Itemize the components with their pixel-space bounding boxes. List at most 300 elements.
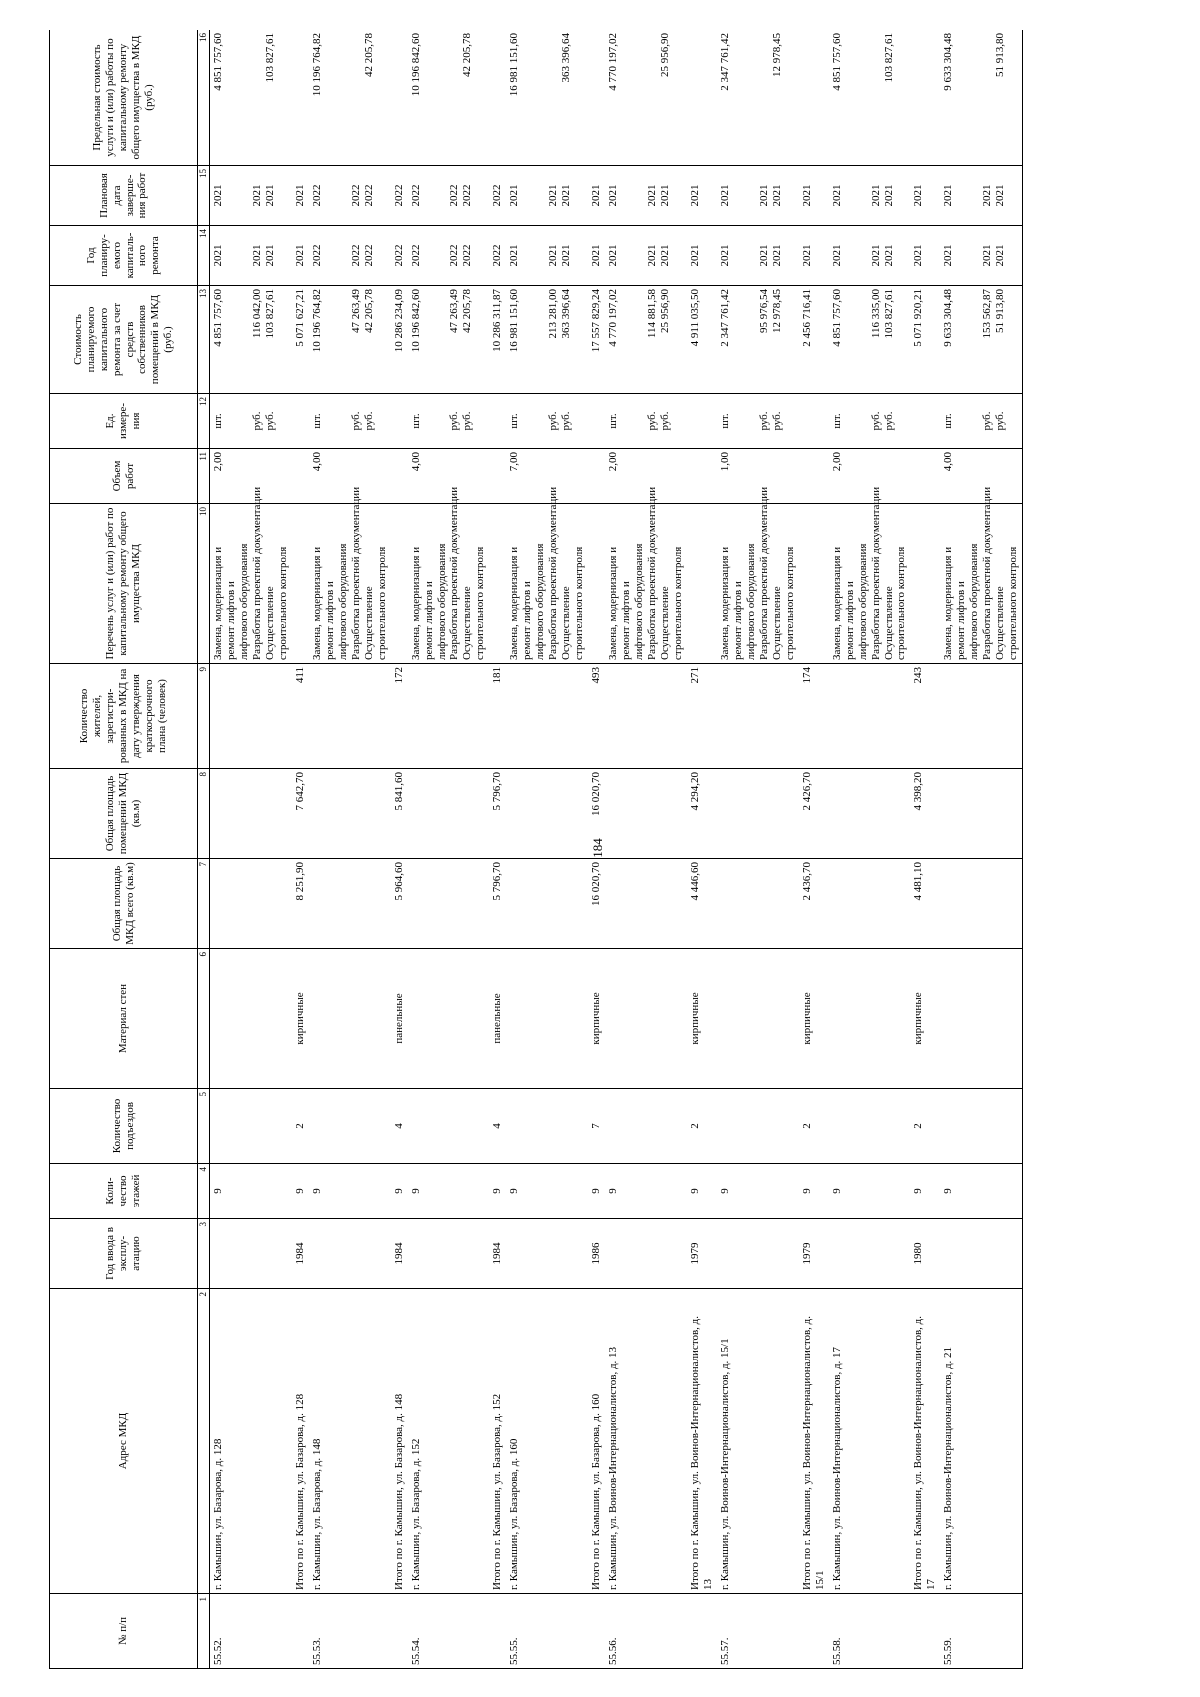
cell-total-area: 16 020,70: [588, 859, 605, 949]
cell-cost-line: 116 042,00: [250, 289, 263, 339]
cell-floors: 9: [717, 1164, 799, 1219]
cell-unit-line: руб.: [349, 411, 362, 431]
cell-plan-year-line: 2021: [508, 244, 521, 267]
header-cell: Общая площадь МКД всего (кв.м): [50, 859, 198, 949]
table-row: [309, 30, 391, 1669]
cell-floors: 9: [292, 1164, 309, 1219]
cell-unit: [687, 394, 717, 449]
cell-works-line: Замена, модернизация и: [607, 546, 620, 660]
table-row: [910, 30, 940, 1669]
cell-plan-year: [687, 226, 717, 286]
cell-plan-year-line: 2021: [590, 244, 603, 267]
cell-works-line: Разработка проектной документации: [869, 486, 882, 660]
cell-end-date-line: 2021: [688, 184, 701, 207]
cell-cost-line: 363 396,64: [560, 289, 573, 339]
cell-number: [292, 1594, 309, 1669]
cell-floors: 9: [391, 1164, 408, 1219]
cell-cost: [799, 286, 829, 394]
cell-works: [292, 504, 309, 664]
cell-unit-line: [784, 397, 797, 445]
cell-end-date-line: 2021: [942, 184, 955, 207]
cell-unit-line: руб.: [250, 411, 263, 431]
cell-plan-year-line: [1007, 229, 1020, 282]
cell-entrances: [408, 1089, 490, 1164]
cell-address-line: г. Камышин, ул. Базарова, д. 148: [310, 1438, 323, 1590]
cell-cost: [489, 286, 506, 394]
cell-end-date: [309, 166, 391, 226]
cell-unit-line: шт.: [409, 413, 422, 429]
cell-limit-cost-line: [857, 33, 870, 162]
cell-floors: 9: [408, 1164, 490, 1219]
cell-plan-year-line: [534, 229, 547, 282]
cell-floors: 9: [588, 1164, 605, 1219]
cell-address: [292, 1289, 309, 1594]
cell-volume: [799, 449, 829, 504]
cell-limit-cost-line: [474, 33, 487, 162]
header-cell: Количество подъездов: [50, 1089, 198, 1164]
cell-number: 55.55.: [506, 1594, 588, 1669]
column-number: 5: [198, 1089, 210, 1164]
cell-works-line: строительного контроля: [573, 546, 586, 660]
cell-address: [829, 1289, 911, 1594]
cell-plan-year-line: 2021: [547, 244, 560, 267]
cell-floors: 9: [940, 1164, 1022, 1219]
cell-unit-line: шт.: [942, 413, 955, 429]
cell-works: [489, 504, 506, 664]
cell-end-date-line: [376, 169, 389, 222]
cell-plan-year-line: [745, 229, 758, 282]
cell-premises-area: [506, 769, 588, 859]
cell-plan-year: [506, 226, 588, 286]
cell-cost: [588, 286, 605, 394]
cell-unit-line: шт.: [607, 413, 620, 429]
cell-works-line: строительного контроля: [671, 546, 684, 660]
cell-cost-line: [955, 289, 968, 390]
cell-unit-line: [225, 397, 238, 445]
cell-plan-year-line: 2022: [461, 244, 474, 267]
cell-limit-cost-line: 103 827,61: [263, 33, 276, 83]
header-cell: Коли-чество этажей: [50, 1164, 198, 1219]
cell-wall-material: [408, 949, 490, 1089]
cell-works-line: Разработка проектной документации: [250, 486, 263, 660]
cell-total-area: 4 481,10: [910, 859, 940, 949]
cell-end-date-line: 2021: [718, 184, 731, 207]
cell-cost-line: 12 978,45: [770, 289, 783, 333]
cell-works-line: Осуществление: [362, 586, 375, 660]
cell-plan-year-line: 2022: [491, 244, 504, 267]
cell-year: 1986: [588, 1219, 605, 1289]
cell-cost-line: 4 851 757,60: [830, 289, 843, 347]
cell-unit: [940, 394, 1022, 449]
cell-plan-year-line: 2021: [263, 244, 276, 267]
cell-works-line: ремонт лифтов и: [620, 581, 633, 660]
table-row: [687, 30, 717, 1669]
cell-works-line: Осуществление: [770, 586, 783, 660]
cell-end-date-line: 2021: [882, 184, 895, 207]
cell-number: [910, 1594, 940, 1669]
cell-wall-material: [309, 949, 391, 1089]
cell-plan-year-line: [573, 229, 586, 282]
cell-limit-cost-line: [225, 33, 238, 162]
cell-address: [799, 1289, 829, 1594]
header-row: [50, 30, 198, 1669]
cell-plan-year-line: [895, 229, 908, 282]
cell-wall-material: панельные: [489, 949, 506, 1089]
cell-cost: [292, 286, 309, 394]
cell-volume: 2,00: [605, 449, 687, 504]
cell-cost-line: [745, 289, 758, 390]
cell-address-line: 17: [925, 1579, 938, 1590]
cell-limit-cost: [489, 30, 506, 166]
cell-works-line: ремонт лифтов и: [323, 581, 336, 660]
cell-plan-year: [292, 226, 309, 286]
cell-limit-cost: [292, 30, 309, 166]
cell-plan-year: [408, 226, 490, 286]
cell-end-date-line: [620, 169, 633, 222]
cell-unit-line: [376, 397, 389, 445]
cell-premises-area: [717, 769, 799, 859]
cell-wall-material: [605, 949, 687, 1089]
cell-unit-line: руб.: [263, 411, 276, 431]
cell-limit-cost-line: [646, 33, 659, 162]
cell-unit-line: руб.: [362, 411, 375, 431]
cell-cost-line: [376, 289, 389, 390]
cell-works-line: строительного контроля: [474, 546, 487, 660]
header-cell: Ед. измере-ния: [50, 394, 198, 449]
cell-works-line: Замена, модернизация и: [409, 546, 422, 660]
cell-volume: 2,00: [829, 449, 911, 504]
cell-address-line: Итого по г. Камышин, ул. Базарова, д. 148: [392, 1393, 405, 1590]
cell-limit-cost-line: 10 196 764,82: [310, 33, 323, 97]
cell-unit-line: [857, 397, 870, 445]
cell-wall-material: кирпичные: [588, 949, 605, 1089]
header-cell: Адрес МКД: [50, 1289, 198, 1594]
cell-number: 55.52.: [210, 1594, 292, 1669]
cell-premises-area: 7 642,70: [292, 769, 309, 859]
cell-number: [588, 1594, 605, 1669]
cell-plan-year-line: 2021: [560, 244, 573, 267]
cell-unit-line: [573, 397, 586, 445]
cell-year: [717, 1219, 799, 1289]
cell-unit-line: руб.: [461, 411, 474, 431]
cell-end-date: [210, 166, 292, 226]
cell-residents: [210, 664, 292, 769]
cell-end-date: [506, 166, 588, 226]
cell-residents: 172: [391, 664, 408, 769]
cell-limit-cost-line: [521, 33, 534, 162]
cell-cost-line: 4 851 757,60: [212, 289, 224, 347]
cell-cost: [309, 286, 391, 394]
cell-works: [506, 486, 588, 664]
cell-year: 1980: [910, 1219, 940, 1289]
cell-plan-year-line: [844, 229, 857, 282]
cell-residents: 174: [799, 664, 829, 769]
cell-unit-line: шт.: [830, 413, 843, 429]
cell-limit-cost-line: [448, 33, 461, 162]
column-number: 12: [198, 394, 210, 449]
cell-limit-cost: [391, 30, 408, 166]
cell-unit: [588, 394, 605, 449]
cell-premises-area: 4 398,20: [910, 769, 940, 859]
cell-total-area: 8 251,90: [292, 859, 309, 949]
cell-entrances: [829, 1089, 911, 1164]
cell-unit-line: [745, 397, 758, 445]
cell-works: [605, 486, 687, 664]
cell-plan-year: [717, 226, 799, 286]
cell-address-line: г. Камышин, ул. Базарова, д. 160: [508, 1438, 521, 1590]
cell-plan-year-line: 2021: [830, 244, 843, 267]
cell-address: [489, 1289, 506, 1594]
cell-cost-line: [968, 289, 981, 390]
cell-cost-line: 95 976,54: [757, 289, 770, 333]
cell-limit-cost-line: [870, 33, 883, 162]
cell-end-date-line: 2022: [409, 184, 422, 207]
cell-cost-line: 5 071 627,21: [293, 289, 306, 347]
cell-unit-line: руб.: [882, 411, 895, 431]
cell-year: [309, 1219, 391, 1289]
cell-year: 1979: [799, 1219, 829, 1289]
cell-plan-year-line: 2022: [409, 244, 422, 267]
cell-works-line: Осуществление: [263, 586, 276, 660]
cell-plan-year-line: 2021: [718, 244, 731, 267]
cell-works-line: лифтового оборудования: [633, 543, 646, 660]
table-row: [408, 30, 490, 1669]
cell-address-line: Итого по г. Камышин, ул. Базарова, д. 152: [491, 1393, 504, 1590]
cell-works-line: лифтового оборудования: [336, 543, 349, 660]
cell-end-date-line: 2021: [800, 184, 813, 207]
cell-cost-line: 114 881,58: [646, 289, 659, 339]
cell-unit-line: [844, 397, 857, 445]
cell-works: [210, 486, 292, 664]
cell-unit-line: [968, 397, 981, 445]
cell-wall-material: панельные: [391, 949, 408, 1089]
cell-entrances: [717, 1089, 799, 1164]
cell-year: 1979: [687, 1219, 717, 1289]
cell-plan-year-line: [324, 229, 337, 282]
cell-cost-line: [534, 289, 547, 390]
cell-end-date-line: 2021: [212, 184, 224, 207]
cell-plan-year-line: [423, 229, 436, 282]
cell-cost: [506, 286, 588, 394]
cell-end-date: [489, 166, 506, 226]
cell-cost: [687, 286, 717, 394]
cell-works-line: строительного контроля: [895, 546, 908, 660]
cell-works-line: Осуществление: [560, 586, 573, 660]
cell-plan-year-line: 2021: [250, 244, 263, 267]
cell-cost-line: 2 456 716,41: [800, 289, 813, 347]
cell-entrances: [210, 1089, 292, 1164]
cell-volume: [391, 449, 408, 504]
table-row: [717, 30, 799, 1669]
cell-unit-line: руб.: [981, 411, 994, 431]
cell-end-date: [799, 166, 829, 226]
cell-address: [940, 1289, 1022, 1594]
cell-works-line: лифтового оборудования: [856, 543, 869, 660]
cell-premises-area: 2 426,70: [799, 769, 829, 859]
cell-works-line: Замена, модернизация и: [718, 546, 731, 660]
cell-end-date-line: 2022: [310, 184, 323, 207]
column-number: 3: [198, 1219, 210, 1289]
cell-works-line: Осуществление: [882, 586, 895, 660]
cell-cost-line: 10 196 764,82: [310, 289, 323, 353]
cell-limit-cost-line: 9 633 304,48: [942, 33, 955, 91]
table-row: [588, 30, 605, 1669]
cell-address-line: 15/1: [813, 1570, 826, 1590]
header-cell: Общая площадь помещений МКД (кв.м): [50, 769, 198, 859]
cell-unit-line: [277, 397, 290, 445]
cell-cost-line: 47 263,49: [448, 289, 461, 333]
cell-works: [910, 504, 940, 664]
cell-limit-cost-line: [968, 33, 981, 162]
cell-volume: 4,00: [940, 449, 1022, 504]
cell-residents: 243: [910, 664, 940, 769]
table-row: [292, 30, 309, 1669]
cell-unit: [717, 394, 799, 449]
cell-cost-line: 2 347 761,42: [718, 289, 731, 347]
cell-end-date: [292, 166, 309, 226]
cell-premises-area: 4 294,20: [687, 769, 717, 859]
cell-limit-cost-line: [337, 33, 350, 162]
cell-total-area: [940, 859, 1022, 949]
cell-cost-line: 51 913,80: [994, 289, 1007, 333]
cell-floors: 9: [309, 1164, 391, 1219]
cell-plan-year: [799, 226, 829, 286]
table-row: [940, 30, 1022, 1669]
cell-works-line: Осуществление: [461, 586, 474, 660]
cell-end-date-line: [1007, 169, 1020, 222]
cell-end-date-line: 2021: [293, 184, 306, 207]
cell-limit-cost-line: [981, 33, 994, 162]
cell-address-line: 13: [701, 1579, 714, 1590]
cell-plan-year-line: 2021: [646, 244, 659, 267]
cell-works-line: ремонт лифтов и: [843, 581, 856, 660]
cell-premises-area: [829, 769, 911, 859]
cell-end-date: [829, 166, 911, 226]
cell-cost-line: [573, 289, 586, 390]
column-number: 14: [198, 226, 210, 286]
cell-cost-line: 16 981 151,60: [508, 289, 521, 353]
cell-cost-line: 10 286 311,87: [491, 289, 504, 352]
cell-end-date-line: 2022: [392, 184, 405, 207]
cell-end-date-line: [521, 169, 534, 222]
cell-plan-year-line: 2021: [869, 244, 882, 267]
cell-end-date: [408, 166, 490, 226]
cell-limit-cost-line: [758, 33, 771, 162]
column-number: 16: [198, 30, 210, 166]
cell-works-line: строительного контроля: [276, 546, 289, 660]
cell-end-date-line: [745, 169, 758, 222]
cell-unit-line: руб.: [659, 411, 671, 431]
cell-volume: [687, 449, 717, 504]
cell-plan-year: [829, 226, 911, 286]
cell-unit: [292, 394, 309, 449]
cell-works-line: Замена, модернизация и: [508, 546, 521, 660]
cell-works-line: ремонт лифтов и: [955, 581, 968, 660]
cell-end-date-line: [337, 169, 350, 222]
column-number: 8: [198, 769, 210, 859]
cell-end-date-line: 2021: [547, 184, 560, 207]
cell-unit: [489, 394, 506, 449]
cell-plan-year-line: 2021: [293, 244, 306, 267]
cell-residents: [829, 664, 911, 769]
cell-unit-line: руб.: [869, 411, 882, 431]
header-cell: Материал стен: [50, 949, 198, 1089]
cell-limit-cost: [940, 30, 1022, 166]
cell-limit-cost-line: [350, 33, 363, 162]
cell-limit-cost-line: [324, 33, 337, 162]
cell-wall-material: [717, 949, 799, 1089]
cell-limit-cost-line: [251, 33, 264, 162]
column-number: 7: [198, 859, 210, 949]
cell-unit-line: руб.: [547, 411, 560, 431]
cell-end-date-line: [895, 169, 908, 222]
cell-works-line: ремонт лифтов и: [224, 581, 237, 660]
cell-plan-year: [309, 226, 391, 286]
cell-limit-cost-line: [672, 33, 685, 162]
cell-end-date-line: 2021: [250, 184, 263, 207]
header-cell: Стоимость планируемого капитального ремонта за счет средств собственников помещений в МКД (руб.): [50, 286, 198, 394]
cell-address: [910, 1289, 940, 1594]
cell-volume: [910, 449, 940, 504]
cell-cost: [605, 286, 687, 394]
cell-plan-year-line: [277, 229, 290, 282]
cell-plan-year-line: [857, 229, 870, 282]
cell-total-area: [717, 859, 799, 949]
cell-works-line: Разработка проектной документации: [349, 486, 362, 660]
cell-limit-cost-line: [238, 33, 251, 162]
cell-total-area: [408, 859, 490, 949]
cell-end-date: [910, 166, 940, 226]
cell-wall-material: [940, 949, 1022, 1089]
cell-residents: [940, 664, 1022, 769]
cell-plan-year: [391, 226, 408, 286]
cell-works-line: Замена, модернизация и: [942, 546, 955, 660]
cell-cost-line: [225, 289, 238, 390]
column-number: 6: [198, 949, 210, 1089]
document-sheet: [49, 30, 1166, 1669]
cell-volume: [588, 449, 605, 504]
cell-works: [391, 504, 408, 664]
cell-cost-line: [423, 289, 436, 390]
cell-end-date: [588, 166, 605, 226]
cell-limit-cost-line: 4 770 197,02: [607, 33, 620, 91]
cell-limit-cost: [210, 30, 292, 166]
cell-plan-year-line: [474, 229, 487, 282]
cell-works-line: Осуществление: [659, 586, 671, 660]
cell-plan-year-line: 2021: [942, 244, 955, 267]
cell-plan-year-line: [968, 229, 981, 282]
cell-cost-line: 10 196 842,60: [409, 289, 422, 353]
cell-limit-cost: [799, 30, 829, 166]
cell-end-date-line: [423, 169, 436, 222]
cell-cost-line: [324, 289, 337, 390]
cell-unit-line: руб.: [448, 411, 461, 431]
cell-address-line: г. Камышин, ул. Воинов-Интернационалистов, д. 21: [942, 1346, 955, 1590]
cell-end-date-line: 2021: [607, 184, 620, 207]
cell-volume: 1,00: [717, 449, 799, 504]
cell-number: [687, 1594, 717, 1669]
cell-limit-cost-line: [955, 33, 968, 162]
column-number: 13: [198, 286, 210, 394]
cell-end-date-line: 2021: [830, 184, 843, 207]
cell-number: 55.57.: [717, 1594, 799, 1669]
cell-end-date: [687, 166, 717, 226]
cell-year: [605, 1219, 687, 1289]
cell-plan-year-line: 2021: [212, 244, 224, 267]
cell-end-date-line: 2022: [349, 184, 362, 207]
cell-residents: 271: [687, 664, 717, 769]
cell-plan-year: [588, 226, 605, 286]
